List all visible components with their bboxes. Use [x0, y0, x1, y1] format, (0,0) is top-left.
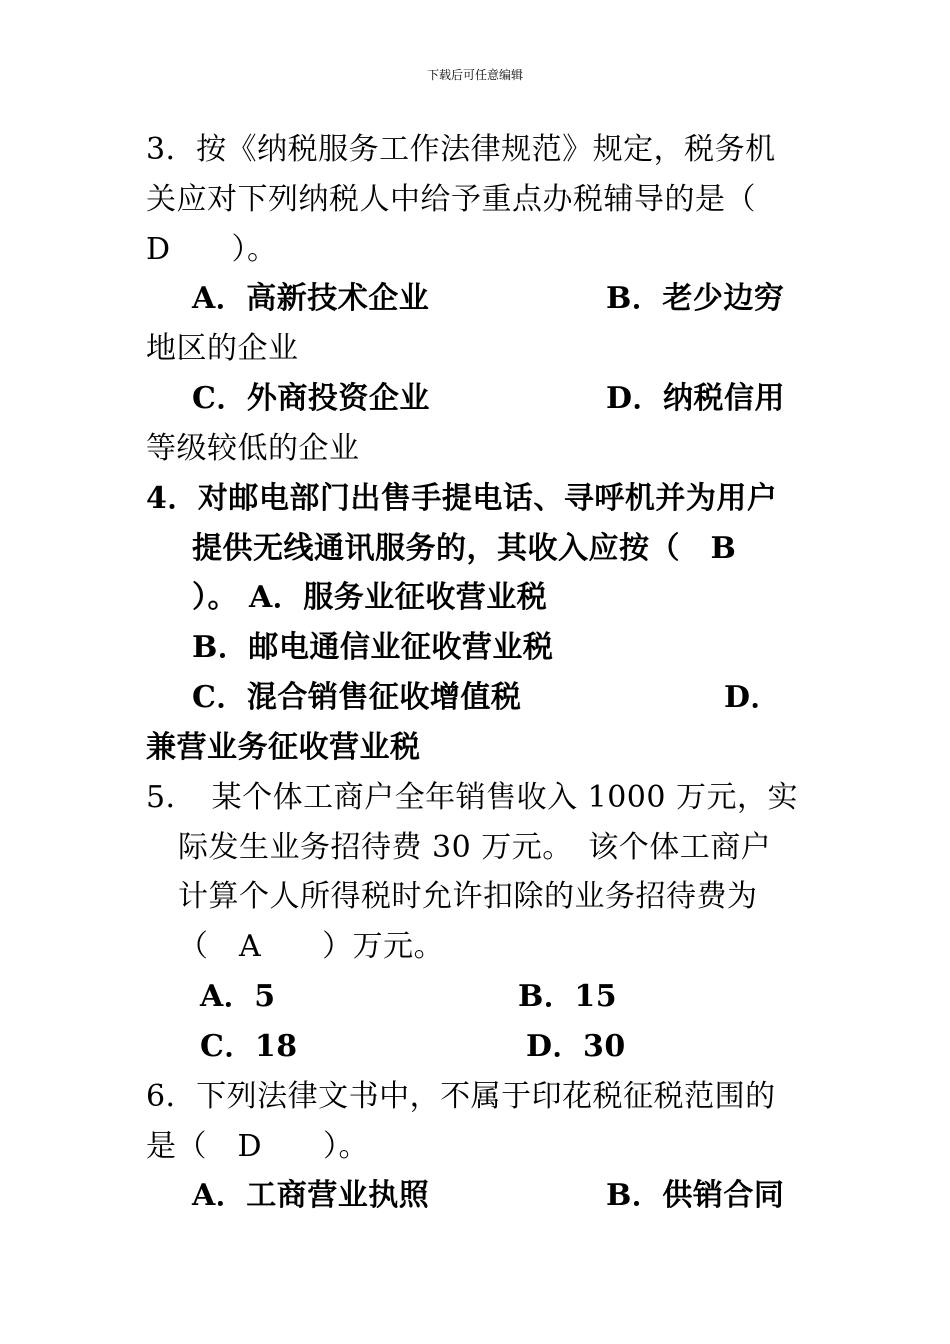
- text-line: （ A ）万元。: [178, 929, 445, 964]
- text-line: 是（ D ）。: [146, 1129, 370, 1164]
- text-line: 计算个人所得税时允许扣除的业务招待费为: [178, 879, 758, 914]
- text-line: C．18: [200, 1029, 298, 1064]
- text-line: 兼营业务征收营业税: [146, 730, 421, 765]
- text-line: C．外商投资企业: [192, 381, 430, 416]
- text-line: A．5: [200, 979, 276, 1014]
- text-line: D ）。: [146, 232, 278, 267]
- text-line: D．30: [526, 1029, 626, 1064]
- text-line: C．混合销售征收增值税: [192, 680, 522, 715]
- text-line: B．老少边穷: [606, 281, 785, 316]
- text-line: 6．下列法律文书中，不属于印花税征税范围的: [146, 1079, 776, 1114]
- text-line: 3．按《纳税服务工作法律规范》规定，税务机: [146, 132, 776, 167]
- text-line: A．高新技术企业: [192, 281, 430, 316]
- text-line: D．纳税信用: [606, 381, 786, 416]
- text-line: 地区的企业: [146, 331, 299, 366]
- text-line: B．邮电通信业征收营业税: [192, 630, 554, 665]
- text-line: 4．对邮电部门出售手提电话、寻呼机并为用户: [146, 481, 778, 516]
- text-line: B．15: [518, 979, 618, 1014]
- text-line: A．工商营业执照: [192, 1178, 430, 1213]
- text-line: D．: [724, 680, 782, 715]
- text-line: 提供无线通讯服务的，其收入应按（ B: [192, 531, 737, 566]
- text-line: 5． 某个体工商户全年销售收入 1000 万元，实: [146, 780, 799, 815]
- text-line: 等级较低的企业: [146, 431, 360, 466]
- text-line: 关应对下列纳税人中给予重点办税辅导的是（: [146, 182, 756, 217]
- text-line: B．供销合同: [606, 1178, 785, 1213]
- text-line: 际发生业务招待费 30 万元。 该个体工商户: [178, 830, 772, 865]
- page-header: 下载后可任意编辑: [426, 68, 523, 82]
- text-line: ）。 A．服务业征收营业税: [192, 580, 548, 615]
